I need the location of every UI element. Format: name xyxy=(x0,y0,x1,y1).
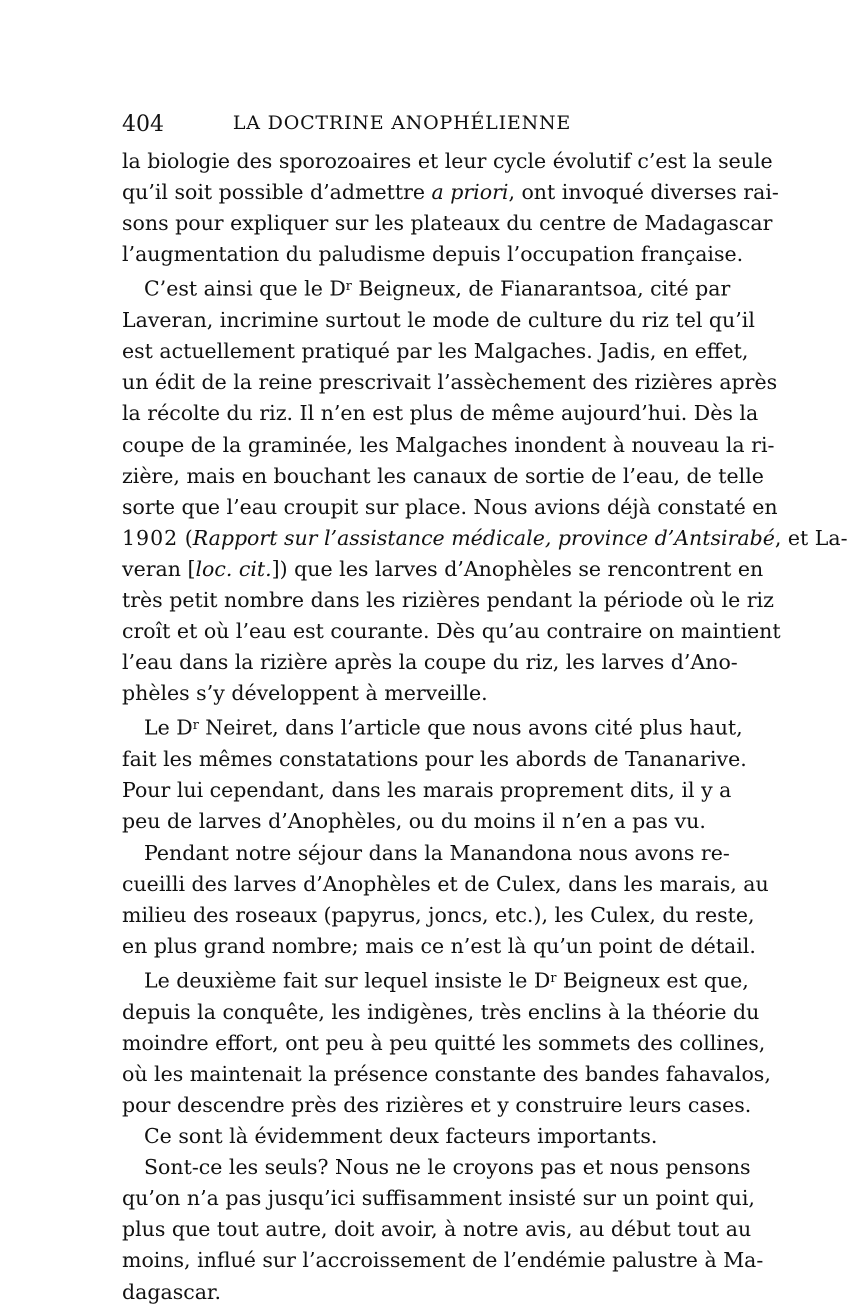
text-line xyxy=(122,806,706,837)
text-line xyxy=(122,616,781,647)
text-run: cueilli des larves d’Anophèles et de Culex, dans les marais, au xyxy=(122,871,769,896)
text-line xyxy=(122,678,682,709)
text-run: l’augmentation du paludisme depuis l’occupation française. xyxy=(122,242,744,267)
text-run: Pour lui cependant, dans les marais proprement dits, il y a xyxy=(122,778,732,803)
text-line xyxy=(122,709,743,744)
text-line xyxy=(122,997,760,1028)
text-line xyxy=(122,647,738,678)
text-line xyxy=(122,1183,755,1214)
text-run: Laveran, incrimine surtout le mode de culture du riz tel qu’il xyxy=(122,308,755,333)
text-run: Le D xyxy=(144,716,193,741)
text-line xyxy=(122,1277,682,1308)
italic-text: Rapport sur l’assistance médicale, province d’Antsirabé xyxy=(192,525,775,550)
text-run: , et La- xyxy=(774,525,848,550)
text-run: pour descendre près des rizières et y construire leurs cases. xyxy=(122,1092,752,1117)
running-head: LA DOCTRINE ANOPHÉLIENNE xyxy=(232,112,572,134)
text-run: la biologie des sporozoaires et leur cycle évolutif c’est la seule xyxy=(122,149,773,173)
text-run: coupe de la graminée, les Malgaches inondent à nouveau la ri- xyxy=(122,432,775,457)
text-run: où les maintenait la présence constante des bandes fahavalos, xyxy=(122,1061,771,1086)
text-run: un édit de la reine prescrivait l’assèchement des rizières après xyxy=(122,370,778,395)
text-run: Le deuxième fait sur lequel insiste le D xyxy=(144,968,551,993)
text-run: depuis la conquête, les indigènes, très enclins à la théorie du xyxy=(122,999,760,1024)
text-run: Beigneux est que, xyxy=(556,968,749,993)
text-line xyxy=(122,239,744,270)
text-line xyxy=(122,900,755,931)
text-run: Pendant notre séjour dans la Manandona nous avons re- xyxy=(144,840,730,865)
text-run: qu’il soit possible d’admettre xyxy=(122,180,432,205)
text-run: Sont-ce les seuls? Nous ne le croyons pas et nous pensons xyxy=(144,1155,751,1180)
text-run: sons pour expliquer sur les plateaux du centre de Madagascar xyxy=(122,211,773,236)
page-header xyxy=(122,112,682,146)
italic-run xyxy=(193,526,775,550)
text-line xyxy=(122,1090,752,1121)
text-run: phèles s’y développent à merveille. xyxy=(122,681,488,706)
text-line xyxy=(122,336,749,367)
text-line xyxy=(122,270,731,305)
text-run: Beigneux, de Fianarantsoa, cité par xyxy=(351,277,731,302)
text-line xyxy=(122,367,778,398)
text-line xyxy=(122,461,764,492)
text-run: en plus grand nombre; mais ce n’est là qu’un point de détail. xyxy=(122,933,756,958)
text-run: milieu des roseaux (papyrus, joncs, etc.), les Culex, du reste, xyxy=(122,902,755,927)
text-line xyxy=(122,775,732,806)
text-line xyxy=(122,1245,764,1276)
year-number: 1902 xyxy=(122,525,179,550)
text-run: plus que tout autre, doit avoir, à notre avis, au début tout au xyxy=(122,1217,752,1242)
text-line xyxy=(122,1121,682,1152)
text-line xyxy=(122,430,775,461)
italic-run xyxy=(432,180,509,204)
text-line xyxy=(122,838,730,869)
text-run: qu’on n’a pas jusqu’ici suffisamment insisté sur un point qui, xyxy=(122,1186,755,1211)
text-line xyxy=(122,305,755,336)
text-line xyxy=(122,1028,766,1059)
italic-run xyxy=(195,557,271,581)
text-line xyxy=(122,208,773,239)
text-line xyxy=(122,585,774,616)
text-line xyxy=(122,177,779,208)
superscript: r xyxy=(345,278,352,294)
text-line xyxy=(122,744,747,775)
text-run: C’est ainsi que le D xyxy=(144,277,346,302)
italic-text: a priori xyxy=(431,180,509,205)
text-run: moindre effort, ont peu à peu quitté les sommets des collines, xyxy=(122,1030,766,1055)
text-run: zière, mais en bouchant les canaux de sortie de l’eau, de telle xyxy=(122,463,764,488)
italic-text: loc. cit. xyxy=(195,556,272,581)
text-line xyxy=(122,962,749,997)
page-number: 404 xyxy=(122,112,164,137)
text-line xyxy=(122,931,756,962)
text-run: , ont invoqué diverses rai- xyxy=(508,180,779,205)
body-text xyxy=(122,146,848,1308)
text-run: très petit nombre dans les rizières pendant la période où le riz xyxy=(122,588,774,613)
text-line xyxy=(122,1152,751,1183)
text-line xyxy=(122,869,769,900)
text-run: Ce sont là évidemment deux facteurs importants. xyxy=(144,1124,658,1149)
superscript: r xyxy=(550,969,557,985)
text-run: l’eau dans la rizière après la coupe du riz, les larves d’Ano- xyxy=(122,650,738,675)
text-line xyxy=(122,1214,752,1245)
text-line xyxy=(122,398,759,429)
text-line xyxy=(122,492,778,523)
text-run: est actuellement pratiqué par les Malgaches. Jadis, en effet, xyxy=(122,339,749,364)
text-run: la récolte du riz. Il n’en est plus de même aujourd’hui. Dès la xyxy=(122,401,759,426)
text-run: fait les mêmes constatations pour les abords de Tananarive. xyxy=(122,747,747,772)
text-run: sorte que l’eau croupit sur place. Nous avions déjà constaté en xyxy=(122,494,778,519)
text-run: peu de larves d’Anophèles, ou du moins il n’en a pas vu. xyxy=(122,809,706,834)
text-line xyxy=(122,523,848,554)
text-line xyxy=(122,146,773,177)
text-run: Neiret, dans l’article que nous avons cité plus haut, xyxy=(198,716,743,741)
text-run: croît et où l’eau est courante. Dès qu’au contraire on maintient xyxy=(122,619,781,644)
superscript: r xyxy=(192,717,199,733)
text-run: ]) que les larves d’Anophèles se rencontrent en xyxy=(271,556,764,581)
text-run: veran [ xyxy=(122,556,196,581)
text-line xyxy=(122,554,764,585)
text-run: moins, influé sur l’accroissement de l’endémie palustre à Ma- xyxy=(122,1248,764,1273)
text-line xyxy=(122,1059,771,1090)
text-run: ( xyxy=(178,525,193,550)
text-run: dagascar. xyxy=(122,1279,221,1304)
